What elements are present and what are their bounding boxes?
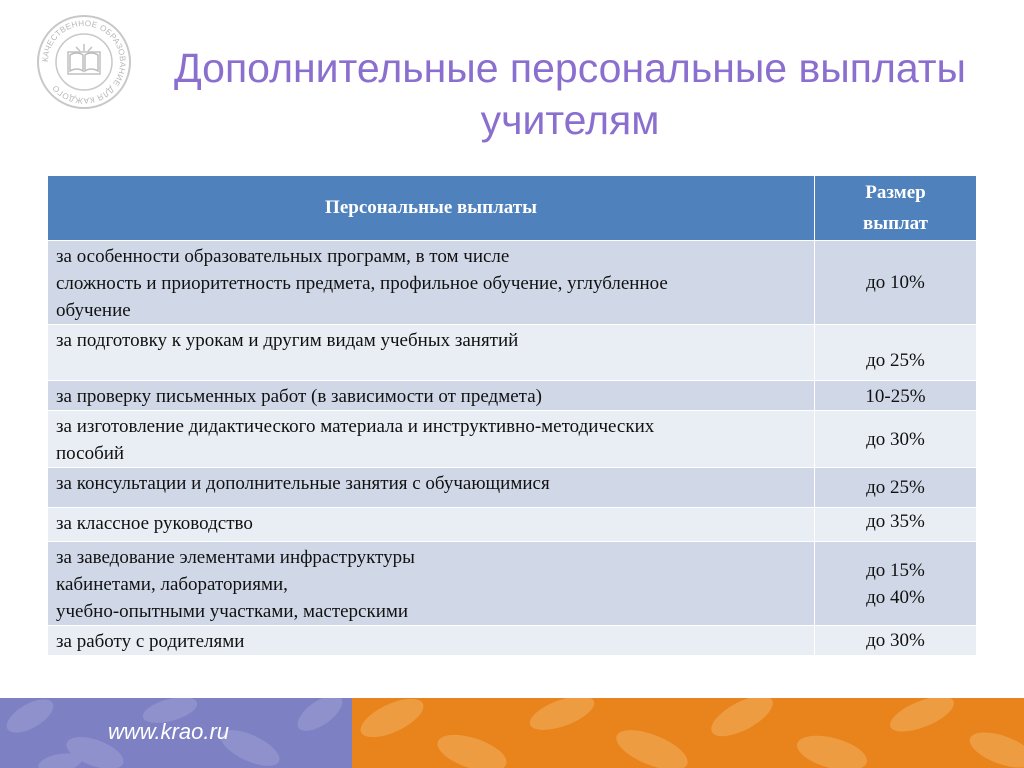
desc-line: кабинетами, лабораториями, <box>56 574 288 595</box>
logo-seal <box>36 14 132 110</box>
table-header-row <box>48 176 977 241</box>
desc-line: за особенности образовательных программ, в том числе <box>56 246 510 267</box>
title-line-1: Дополнительные персональные выплаты <box>173 45 967 91</box>
desc-line: обучение <box>56 300 131 321</box>
row-description <box>48 626 815 656</box>
row-description <box>48 468 815 508</box>
logo-ring-text: КАЧЕСТВЕННОЕ ОБРАЗОВАНИЕ ДЛЯ КАЖДОГО <box>40 18 128 106</box>
value-line: до 30% <box>866 630 925 651</box>
row-description <box>48 508 815 542</box>
value-line: до 15% <box>866 559 925 581</box>
header-size-line1: Размер <box>865 182 926 203</box>
row-description <box>48 411 815 468</box>
row-value <box>815 468 977 508</box>
footer-url-link[interactable]: www.krao.ru <box>108 719 230 744</box>
desc-line: за подготовку к урокам и другим видам учебных занятий <box>56 330 519 351</box>
table-row <box>48 381 977 411</box>
desc-line: за работу с родителями <box>56 631 245 652</box>
desc-line: учебно-опытными участками, мастерскими <box>56 601 409 622</box>
row-description <box>48 241 815 325</box>
value-line: до 30% <box>866 428 925 450</box>
payments-table <box>47 175 977 656</box>
row-value <box>815 381 977 411</box>
table-row <box>48 542 977 626</box>
value-line: 10-25% <box>865 386 926 407</box>
row-value <box>815 542 977 626</box>
row-description <box>48 542 815 626</box>
row-value <box>815 411 977 468</box>
desc-line: за заведование элементами инфраструктуры <box>56 547 415 568</box>
header-personal-payments: Персональные выплаты <box>48 176 815 241</box>
value-line: до 10% <box>866 272 925 293</box>
title-line-2: учителям <box>480 97 660 143</box>
row-value <box>815 626 977 656</box>
footer-band <box>0 698 1024 768</box>
table-row <box>48 241 977 325</box>
desc-line: пособий <box>56 443 125 464</box>
table-row <box>48 508 977 542</box>
desc-line: за консультации и дополнительные занятия с обучающимися <box>56 473 550 494</box>
footer-left-panel <box>0 698 352 768</box>
svg-text:КАЧЕСТВЕННОЕ ОБРАЗОВАНИЕ ДЛЯ К <box>41 19 127 105</box>
value-line: до 25% <box>866 350 925 371</box>
oak-leaf-pattern-icon <box>352 698 1024 768</box>
table-row <box>48 626 977 656</box>
header-size-line2: выплат <box>862 213 929 234</box>
table-row <box>48 468 977 508</box>
row-value <box>815 241 977 325</box>
row-description <box>48 381 815 411</box>
value-line: до 25% <box>866 477 925 498</box>
row-description <box>48 325 815 381</box>
slide-title <box>140 42 1000 146</box>
row-value <box>815 508 977 542</box>
desc-line: за изготовление дидактического материала и инструктивно-методических <box>56 416 655 437</box>
table-row <box>48 325 977 381</box>
footer-right-panel <box>352 698 1024 768</box>
value-line: до 40% <box>866 586 925 608</box>
header-payment-size <box>815 176 977 241</box>
desc-line: сложность и приоритетность предмета, профильное обучение, углубленное <box>56 273 668 294</box>
row-value <box>815 325 977 381</box>
desc-line: за проверку письменных работ (в зависимости от предмета) <box>56 386 542 407</box>
table-row <box>48 411 977 468</box>
desc-line: за классное руководство <box>56 513 253 534</box>
value-line: до 35% <box>866 511 925 532</box>
open-book-seal-icon <box>36 14 132 110</box>
